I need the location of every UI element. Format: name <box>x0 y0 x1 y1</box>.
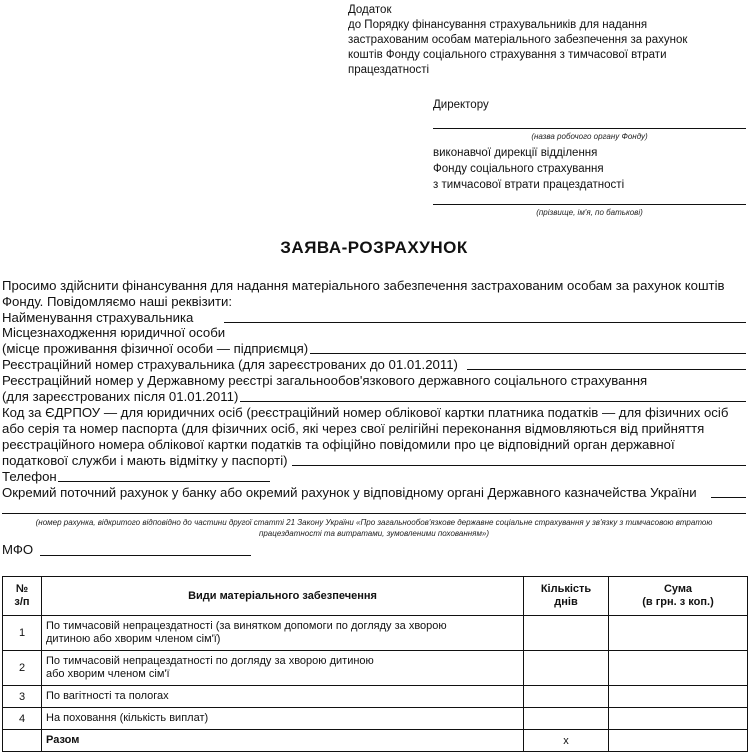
mfo-label: МФО <box>2 542 34 557</box>
director-name-line[interactable] <box>433 204 746 205</box>
benefits-table <box>2 576 748 752</box>
edrpou-label-4: податкової служби і мають відмітку у паспорті) <box>2 453 288 468</box>
mfo-field[interactable] <box>40 555 251 556</box>
reg-number-after-label-1: Реєстраційний номер у Державному реєстрі загальнообов'язкового державного соціального страхування <box>2 373 648 388</box>
table-row <box>3 686 748 708</box>
document-title: ЗАЯВА-РОЗРАХУНОК <box>280 238 468 257</box>
row-days-cell[interactable] <box>524 708 609 730</box>
header-sum-line-1: Сума <box>663 583 693 595</box>
header-number <box>3 577 42 616</box>
row-description: На поховання (кількість виплат) <box>42 708 524 730</box>
row-sum-cell[interactable] <box>609 686 748 708</box>
phone-field[interactable] <box>58 481 270 482</box>
annex-line: застрахованим особам матеріального забезпечення за рахунок <box>348 34 688 46</box>
row-number: 4 <box>3 708 42 730</box>
annex-line: коштів Фонду соціального страхування з тимчасової втрати <box>348 49 667 61</box>
dept-line: виконавчої дирекції відділення <box>433 147 598 159</box>
location-label-1: Місцезнаходження юридичної особи <box>2 325 226 340</box>
director-name-caption: (прізвище, ім'я, по батькові) <box>536 208 643 217</box>
department-block <box>433 145 624 193</box>
row-number: 2 <box>3 651 42 686</box>
row-number: 1 <box>3 616 42 651</box>
location-field[interactable] <box>310 353 746 354</box>
account-field[interactable] <box>2 513 746 514</box>
row-sum-cell[interactable] <box>609 708 748 730</box>
row-sum-cell[interactable] <box>609 616 748 651</box>
total-days-cell: x <box>524 730 609 752</box>
director-label: Директору <box>433 99 489 111</box>
insurer-name-field[interactable] <box>224 322 746 323</box>
insurer-name-label: Найменування страхувальника <box>2 310 194 325</box>
intro-line-1: Просимо здійснити фінансування для надання матеріального забезпечення застрахованим особам за рахунок коштів <box>2 278 725 293</box>
header-days-line-2: днів <box>554 596 578 608</box>
row-description-line-2: дитиною або хворим членом сім'ї) <box>46 633 221 645</box>
header-sum-line-2: (в грн. з коп.) <box>642 596 714 608</box>
annex-line: Додаток <box>348 4 392 16</box>
edrpou-field[interactable] <box>292 465 746 466</box>
footnote-line-2: працездатності та витратами, зумовленими похованням») <box>258 529 490 538</box>
annex-block <box>348 3 743 78</box>
row-sum-cell[interactable] <box>609 651 748 686</box>
total-label: Разом <box>42 730 524 752</box>
reg-number-after-field[interactable] <box>240 401 746 402</box>
row-description <box>42 651 524 686</box>
phone-label: Телефон <box>2 469 57 484</box>
row-description-line-1: По тимчасовій непрацездатності по догляду за хворою дитиною <box>46 655 374 667</box>
row-days-cell[interactable] <box>524 686 609 708</box>
row-days-cell[interactable] <box>524 616 609 651</box>
total-sum-cell[interactable] <box>609 730 748 752</box>
edrpou-label-2: або серія та номер паспорта (для фізичних осіб, які через свої релігійні переконання відмовляються від прийняття <box>2 421 705 436</box>
edrpou-label-1: Код за ЄДРПОУ — для юридичних осіб (реєстраційний номер облікової картки платника податків — для фізичних осіб <box>2 405 729 420</box>
header-days-line-1: Кількість <box>540 583 592 595</box>
row-description-line-2: або хворим членом сім'ї <box>46 668 170 680</box>
annex-line: працездатності <box>348 64 430 76</box>
row-description <box>42 616 524 651</box>
row-description-line-1: По тимчасовій непрацездатності (за винятком допомоги по догляду за хворою <box>46 620 447 632</box>
row-days-cell[interactable] <box>524 651 609 686</box>
reg-number-before-label: Реєстраційний номер страхувальника (для зареєстрованих до 01.01.2011) <box>2 357 458 372</box>
header-number-line-2: з/п <box>14 596 30 608</box>
intro-line-2: Фонду. Повідомляємо наші реквізити: <box>2 294 233 309</box>
account-field-tail[interactable] <box>711 497 746 498</box>
dept-line: з тимчасової втрати працездатності <box>433 179 625 191</box>
row-number: 3 <box>3 686 42 708</box>
location-label-2: (місце проживання фізичної особи — підприємця) <box>2 341 309 356</box>
header-benefit-type: Види матеріального забезпечення <box>42 577 524 616</box>
table-header-row <box>3 577 748 616</box>
dept-line: Фонду соціального страхування <box>433 163 604 175</box>
account-footnote <box>2 517 746 539</box>
table-row <box>3 708 748 730</box>
edrpou-label-3: реєстраційного номера облікової картки податків та офіційно повідомили про це відповідний орган державної <box>2 437 675 452</box>
table-total-row <box>3 730 748 752</box>
account-label: Окремий поточний рахунок у банку або окремий рахунок у відповідному органі Державного казначейства України <box>2 485 697 500</box>
row-description: По вагітності та пологах <box>42 686 524 708</box>
header-days <box>524 577 609 616</box>
table-row <box>3 651 748 686</box>
header-sum <box>609 577 748 616</box>
table-row <box>3 616 748 651</box>
reg-number-after-label-2: (для зареєстрованих після 01.01.2011) <box>2 389 239 404</box>
header-number-line-1: № <box>15 583 29 595</box>
total-number-cell <box>3 730 42 752</box>
reg-number-before-field[interactable] <box>467 369 746 370</box>
annex-line: до Порядку фінансування страхувальників для надання <box>348 19 648 31</box>
footnote-line-1: (номер рахунка, відкритого відповідно до частини другої статті 21 Закону України «Про загальнообов'язкове державне соціальне страхування у зв'язку з тимчасовою втратою <box>35 518 713 527</box>
org-name-caption: (назва робочого органу Фонду) <box>531 132 648 141</box>
org-name-line[interactable] <box>433 128 746 129</box>
